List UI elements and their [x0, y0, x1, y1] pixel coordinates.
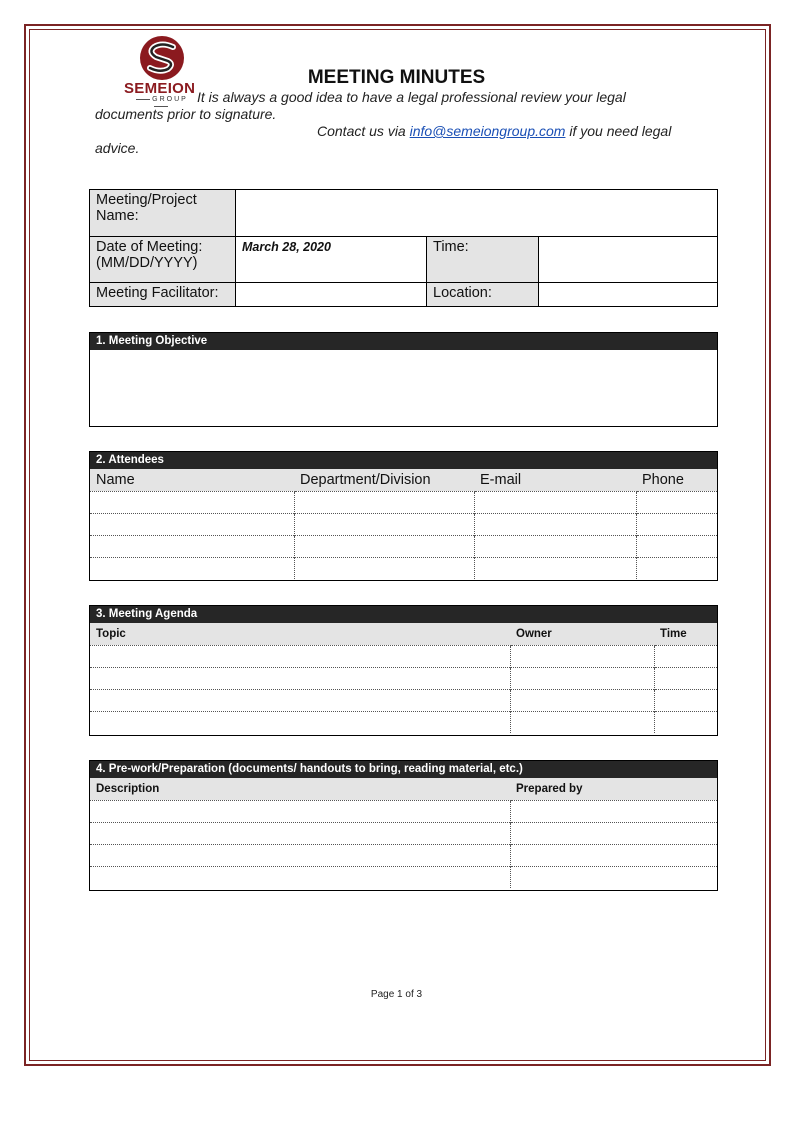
date-label-line-2: (MM/DD/YYYY) [96, 255, 198, 271]
col-owner: Owner [510, 623, 654, 645]
facilitator-field[interactable] [236, 283, 427, 307]
attendee-cell[interactable] [294, 535, 474, 557]
table-row [90, 822, 717, 844]
attendee-cell[interactable] [294, 513, 474, 535]
agenda-cell[interactable] [510, 667, 654, 689]
objective-field[interactable] [90, 350, 717, 426]
prework-header: 4. Pre-work/Preparation (documents/ handouts to bring, reading material, etc.) [90, 761, 717, 778]
disclaimer-line-1: It is always a good idea to have a legal professional review your legal [197, 89, 626, 105]
disclaimer-line-4: advice. [95, 140, 140, 156]
time-field[interactable] [539, 237, 718, 283]
date-label [90, 237, 236, 283]
attendee-cell[interactable] [294, 491, 474, 513]
agenda-cell[interactable] [510, 689, 654, 711]
attendee-cell[interactable] [636, 513, 717, 535]
time-label: Time: [427, 237, 539, 283]
attendee-cell[interactable] [90, 513, 294, 535]
col-time: Time [654, 623, 717, 645]
attendee-cell[interactable] [636, 535, 717, 557]
attendee-cell[interactable] [636, 491, 717, 513]
logo-wordmark: SEMEION [124, 80, 196, 97]
col-topic: Topic [90, 623, 510, 645]
section-attendees [89, 451, 718, 581]
page-number: Page 1 of 3 [370, 989, 423, 1000]
date-field[interactable] [236, 237, 427, 283]
logo-subtitle: GROUP [126, 96, 196, 110]
table-row [90, 689, 717, 711]
disclaimer-line-3 [317, 123, 671, 139]
col-department: Department/Division [294, 469, 474, 491]
col-phone: Phone [636, 469, 717, 491]
table-row [90, 513, 717, 535]
section-meeting-objective [89, 332, 718, 427]
attendee-cell[interactable] [90, 535, 294, 557]
agenda-cell[interactable] [90, 689, 510, 711]
agenda-cell[interactable] [654, 689, 717, 711]
table-row [90, 491, 717, 513]
agenda-cell[interactable] [654, 667, 717, 689]
attendees-table [90, 469, 717, 579]
prework-cell[interactable] [510, 822, 717, 844]
objective-header: 1. Meeting Objective [90, 333, 717, 350]
attendee-cell[interactable] [474, 491, 636, 513]
disclaimer-contact-text: Contact us via [317, 123, 410, 139]
agenda-cell[interactable] [510, 645, 654, 667]
prework-cell[interactable] [90, 800, 510, 822]
date-label-line-1: Date of Meeting: [96, 239, 203, 255]
agenda-cell[interactable] [90, 645, 510, 667]
prework-cell[interactable] [510, 844, 717, 866]
date-value: March 28, 2020 [242, 240, 331, 254]
agenda-cell[interactable] [654, 711, 717, 733]
attendee-cell[interactable] [294, 557, 474, 579]
location-field[interactable] [539, 283, 718, 307]
agenda-cell[interactable] [510, 711, 654, 733]
disclaimer-contact-suffix: if you need legal [565, 123, 672, 139]
prework-cell[interactable] [510, 800, 717, 822]
col-name: Name [90, 469, 294, 491]
table-row [90, 866, 717, 888]
attendee-cell[interactable] [474, 535, 636, 557]
prework-cell[interactable] [90, 866, 510, 888]
attendee-cell[interactable] [90, 557, 294, 579]
section-meeting-agenda [89, 605, 718, 736]
disclaimer-line-2: documents prior to signature. [95, 106, 277, 122]
attendee-cell[interactable] [474, 513, 636, 535]
table-row [90, 535, 717, 557]
attendee-cell[interactable] [474, 557, 636, 579]
agenda-cell[interactable] [654, 645, 717, 667]
table-row [90, 844, 717, 866]
col-description: Description [90, 778, 510, 800]
prework-cell[interactable] [90, 822, 510, 844]
location-label: Location: [427, 283, 539, 307]
email-link[interactable]: info@semeiongroup.com [409, 123, 566, 139]
prework-table [90, 778, 717, 888]
table-row [90, 645, 717, 667]
prework-cell[interactable] [510, 866, 717, 888]
facilitator-label: Meeting Facilitator: [90, 283, 236, 307]
section-prework [89, 760, 718, 891]
table-row [90, 557, 717, 579]
page-title: MEETING MINUTES [307, 67, 486, 88]
agenda-cell[interactable] [90, 667, 510, 689]
agenda-header: 3. Meeting Agenda [90, 606, 717, 623]
table-row [90, 711, 717, 733]
attendee-cell[interactable] [636, 557, 717, 579]
project-name-label: Meeting/Project Name: [90, 190, 236, 237]
meeting-info-table [89, 189, 718, 307]
attendees-header: 2. Attendees [90, 452, 717, 469]
attendee-cell[interactable] [90, 491, 294, 513]
col-prepared-by: Prepared by [510, 778, 717, 800]
table-row [90, 800, 717, 822]
agenda-table [90, 623, 717, 733]
col-email: E-mail [474, 469, 636, 491]
prework-cell[interactable] [90, 844, 510, 866]
agenda-cell[interactable] [90, 711, 510, 733]
table-row [90, 667, 717, 689]
project-name-field[interactable] [236, 190, 718, 237]
